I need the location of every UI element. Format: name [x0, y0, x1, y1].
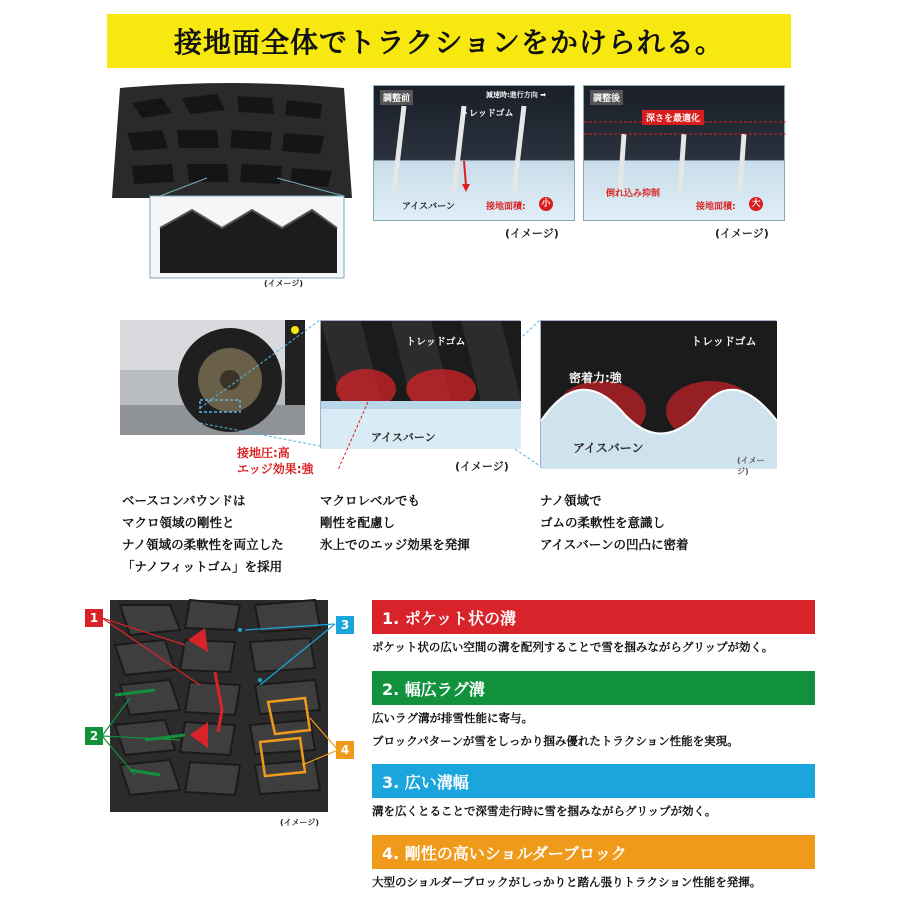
- macro-pressure-label: 接地圧:高: [237, 446, 290, 460]
- after-area-value: 大: [749, 197, 763, 211]
- nano-ice-label: アイスバーン: [573, 441, 644, 455]
- before-tread-label: トレッドゴム: [460, 109, 514, 119]
- after-caption: (イメージ): [715, 227, 769, 240]
- marker-3: 3: [336, 616, 354, 634]
- text-line: ベースコンパウンドは: [122, 493, 246, 508]
- before-diagram: [373, 85, 575, 221]
- before-area-value: 小: [539, 197, 553, 211]
- text-column-base: [122, 490, 322, 578]
- macro-leader: [330, 400, 380, 475]
- tread-caption: (イメージ): [280, 818, 320, 827]
- feature-1-desc: [372, 636, 842, 659]
- feature-4-desc: [372, 871, 842, 894]
- after-diagram: [583, 85, 785, 221]
- desc-line: 溝を広くとることで深雪走行時に雪を掴みながらグリップが効く。: [372, 804, 717, 818]
- feature-3-header: [372, 764, 815, 798]
- text-line: 「ナノフィットゴム」を採用: [122, 559, 283, 574]
- text-line: 氷上でのエッジ効果を発揮: [320, 537, 470, 552]
- macro-caption: (イメージ): [455, 460, 509, 473]
- feature-4-title: 4. 剛性の高いショルダーブロック: [382, 843, 627, 863]
- feature-3-desc: [372, 800, 842, 823]
- text-line: ナノ領域で: [540, 493, 602, 508]
- desc-line: ブロックパターンが雪をしっかり掴み優れたトラクション性能を実現。: [372, 734, 739, 748]
- before-ice-label: アイスバーン: [402, 202, 455, 212]
- before-area-label: 接地面積:: [486, 202, 526, 212]
- text-line: ナノ領域の柔軟性を両立した: [122, 537, 284, 552]
- headline-banner: [107, 14, 791, 68]
- before-caption: (イメージ): [505, 227, 559, 240]
- macro-ice-label: アイスバーン: [371, 431, 436, 444]
- text-line: マクロレベルでも: [320, 493, 421, 508]
- after-depth-label: 深さを最適化: [642, 110, 704, 125]
- feature-1-header: [372, 600, 815, 634]
- feature-4-header: [372, 835, 815, 869]
- tire-tread-photo: [112, 78, 352, 293]
- macro-tread-label: トレッドゴム: [406, 337, 466, 348]
- text-column-macro: [320, 490, 520, 556]
- marker-2: 2: [85, 727, 103, 745]
- headline-text: 接地面全体でトラクションをかけられる。: [174, 26, 724, 59]
- feature-3-title: 3. 広い溝幅: [382, 772, 469, 792]
- macro-edge-label: エッジ効果:強: [237, 462, 314, 476]
- feature-1-title: 1. ポケット状の溝: [382, 608, 516, 628]
- after-area-label: 接地面積:: [696, 202, 736, 212]
- text-line: ゴムの柔軟性を意識し: [540, 515, 666, 530]
- desc-line: 広いラグ溝が排雪性能に寄与。: [372, 711, 533, 725]
- text-line: 剛性を配慮し: [320, 515, 396, 530]
- before-tag: 調整前: [380, 90, 413, 105]
- feature-2-desc: [372, 707, 842, 753]
- after-tag: 調整後: [590, 90, 623, 105]
- desc-line: 大型のショルダーブロックがしっかりと踏ん張りトラクション性能を発揮。: [372, 875, 762, 889]
- text-column-nano: [540, 490, 770, 556]
- marker-leaders: [80, 600, 370, 800]
- desc-line: ポケット状の広い空間の溝を配列することで雪を掴みながらグリップが効く。: [372, 640, 774, 654]
- marker-4: 4: [336, 741, 354, 759]
- nano-adhesion-panel: [540, 320, 776, 476]
- text-line: マクロ領域の剛性と: [122, 515, 235, 530]
- nano-tread-label: トレッドゴム: [691, 335, 757, 348]
- text-line: アイスバーンの凹凸に密着: [540, 537, 689, 552]
- nano-caption: (イメージ): [737, 456, 765, 476]
- after-fold-label: 倒れ込み抑制: [606, 189, 661, 199]
- before-direction: 減速時:進行方向 ➡: [486, 91, 547, 99]
- marker-1: 1: [85, 609, 103, 627]
- feature-2-header: [372, 671, 815, 705]
- nano-adhesion-label: 密着力:強: [569, 371, 622, 385]
- feature-2-title: 2. 幅広ラグ溝: [382, 679, 485, 699]
- inset-caption: (イメージ): [264, 279, 304, 288]
